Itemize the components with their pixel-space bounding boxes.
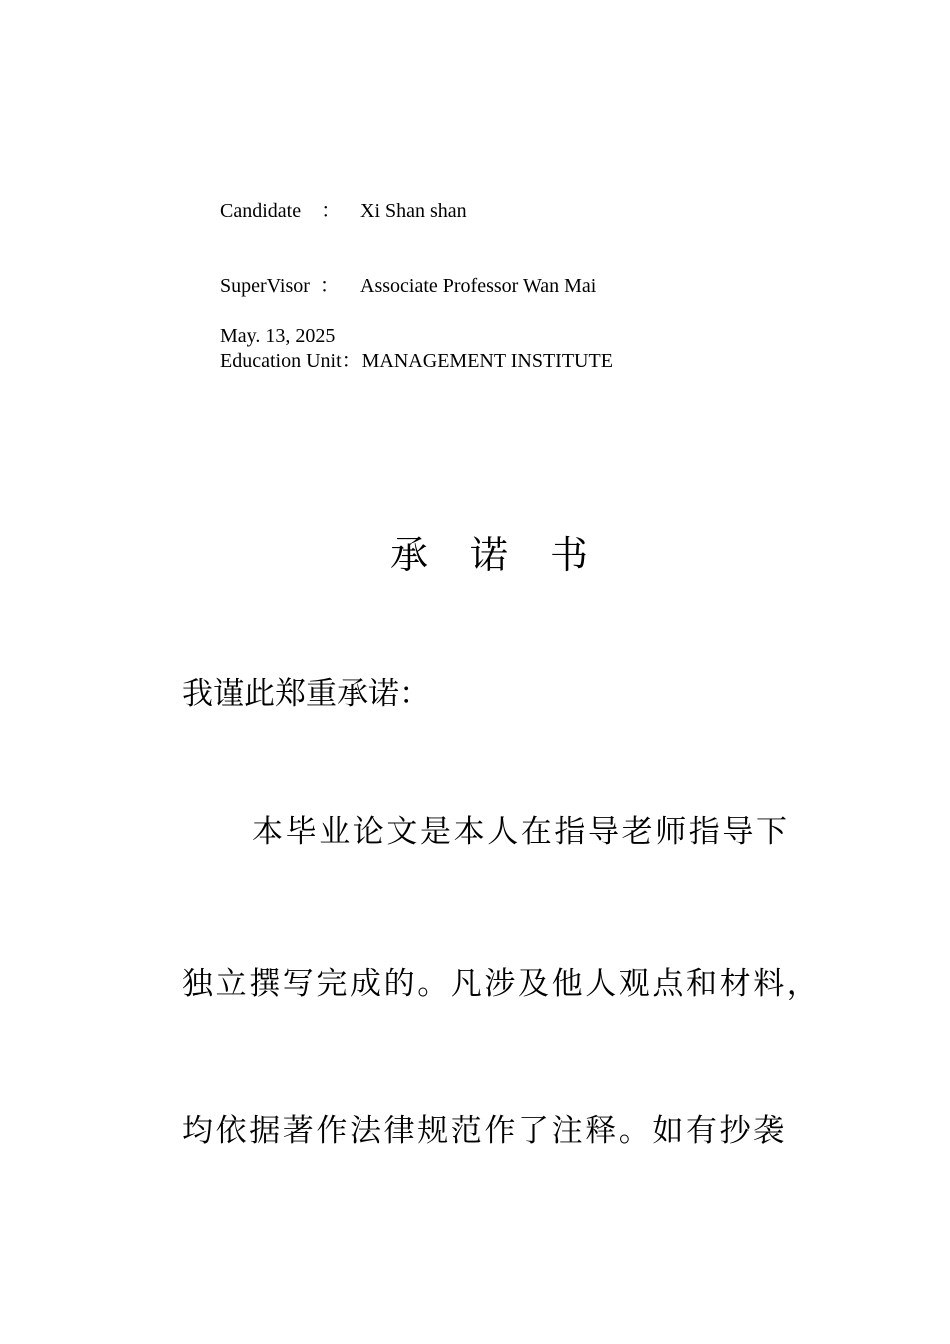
supervisor-label xyxy=(220,274,360,299)
candidate-separator: ： xyxy=(321,200,342,222)
supervisor-label-text: SuperVisor xyxy=(220,275,310,297)
pledge-line-1: 本毕业论文是本人在指导老师指导下 xyxy=(252,814,790,850)
pledge-line-3: 均依据著作法律规范作了注释。如有抄袭 xyxy=(182,1113,787,1149)
candidate-label-text: Candidate xyxy=(220,200,302,222)
supervisor-value: Associate Professor Wan Mai xyxy=(360,275,597,297)
candidate-line xyxy=(220,199,613,224)
education-unit-line xyxy=(220,349,613,374)
education-unit-value: MANAGEMENT INSTITUTE xyxy=(361,350,613,372)
pledge-title: 承诺书 xyxy=(389,533,630,577)
education-unit-label: Education Unit xyxy=(220,350,342,372)
pledge-line-2: 独立撰写完成的。凡涉及他人观点和材料， xyxy=(182,966,821,1002)
supervisor-line xyxy=(220,274,613,299)
pledge-greeting: 我谨此郑重承诺： xyxy=(182,676,430,712)
cover-info-block xyxy=(220,149,613,399)
submission-date: May. 13, 2025 xyxy=(220,325,336,347)
supervisor-separator: ： xyxy=(319,275,340,297)
candidate-label xyxy=(220,199,360,224)
candidate-value: Xi Shan shan xyxy=(360,200,467,222)
education-unit-separator: ： xyxy=(341,350,362,372)
